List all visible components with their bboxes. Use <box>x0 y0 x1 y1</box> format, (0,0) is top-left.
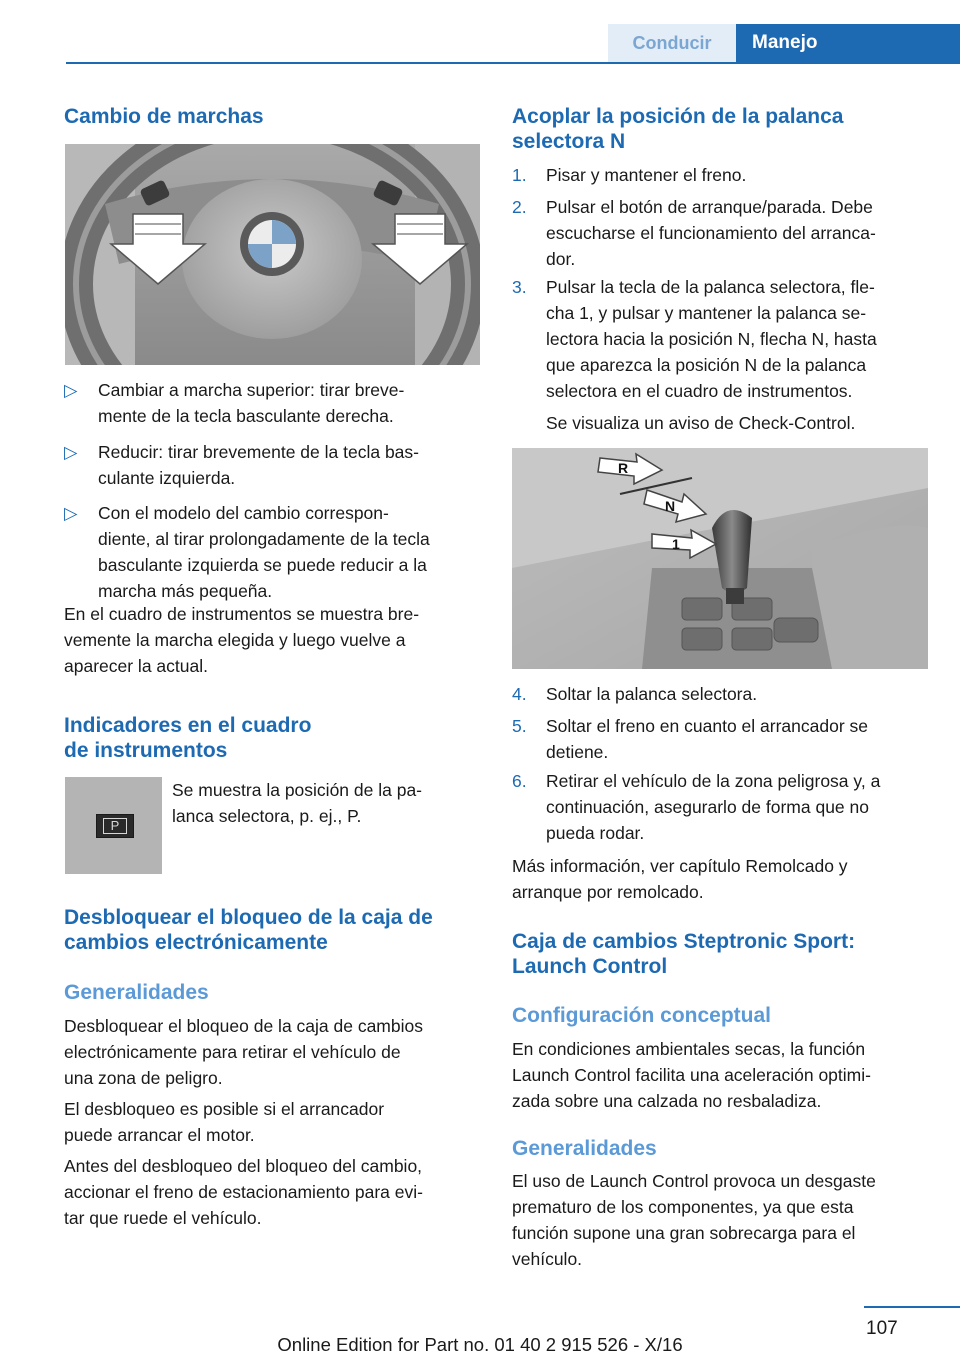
triangle-bullet-icon: ▷ <box>64 380 78 400</box>
label-1: 1 <box>672 536 680 552</box>
gear-shift-paragraph: En el cuadro de instrumentos se muestra bre- vemente la marcha elegida y luego vuelve a aparecer la actual. <box>64 604 420 676</box>
step-number: 4. <box>512 684 527 704</box>
footer-rule <box>864 1306 960 1308</box>
steering-wheel-illustration <box>65 144 480 365</box>
engage-n-title: Acoplar la posición de la palanca selectora N <box>512 105 844 153</box>
launch-p1: En condiciones ambientales secas, la función Launch Control facilita una aceleración optimi- zada sobre una calzada no resbaladiza. <box>512 1039 871 1111</box>
unlock-p3: Antes del desbloqueo del bloqueo del cambio, accionar el freno de estacionamiento para evi- tar que ruede el vehículo. <box>64 1156 423 1228</box>
indicators-title: Indicadores en el cuadro de instrumentos <box>64 714 312 762</box>
page-number: 107 <box>866 1318 898 1339</box>
unlock-title: Desbloquear el bloqueo de la caja de cambios electrónicamente <box>64 906 433 954</box>
unlock-p2: El desbloqueo es posible si el arrancador puede arrancar el motor. <box>64 1099 385 1145</box>
step-number: 3. <box>512 277 527 297</box>
unlock-subtitle: Generalidades <box>64 981 209 1004</box>
launch-sub2: Generalidades <box>512 1137 657 1160</box>
gear-shift-title: Cambio de marchas <box>64 105 264 128</box>
launch-p2: El uso de Launch Control provoca un desgaste prematuro de los componentes, ya que esta función supone una gran sobrecarga para el vehículo. <box>512 1171 876 1269</box>
label-r: R <box>618 460 629 476</box>
selector-lever-illustration <box>512 448 928 669</box>
step-number: 6. <box>512 771 527 791</box>
launch-sub1: Configuración conceptual <box>512 1004 772 1027</box>
selector-lever-photo <box>512 448 928 669</box>
steering-wheel-photo <box>65 144 480 365</box>
launch-title: Caja de cambios Steptronic Sport: Launch Control <box>512 930 856 978</box>
tab-section: Conducir <box>608 24 736 62</box>
triangle-bullet-icon: ▷ <box>64 503 78 523</box>
step3-note: Se visualiza un aviso de Check-Control. <box>546 413 856 433</box>
header-rule <box>66 62 960 64</box>
unlock-p1: Desbloquear el bloqueo de la caja de cambios electrónicamente para retirar el vehículo de una zona de peligro. <box>64 1016 423 1088</box>
triangle-bullet-icon: ▷ <box>64 442 78 462</box>
page-header <box>0 0 960 64</box>
step-number: 1. <box>512 165 527 185</box>
gear-letter: P <box>103 818 127 834</box>
p-display-icon <box>65 777 162 874</box>
label-n: N <box>665 498 676 514</box>
edition-note: Online Edition for Part no. 01 40 2 915 526 - X/16 <box>277 1334 683 1355</box>
more-info: Más información, ver capítulo Remolcado y arranque por remolcado. <box>512 856 848 902</box>
indicators-text: Se muestra la posición de la pa- lanca selectora, p. ej., P. <box>172 780 422 826</box>
step-number: 2. <box>512 197 527 217</box>
tab-chapter: Manejo <box>736 24 960 62</box>
step-number: 5. <box>512 716 527 736</box>
